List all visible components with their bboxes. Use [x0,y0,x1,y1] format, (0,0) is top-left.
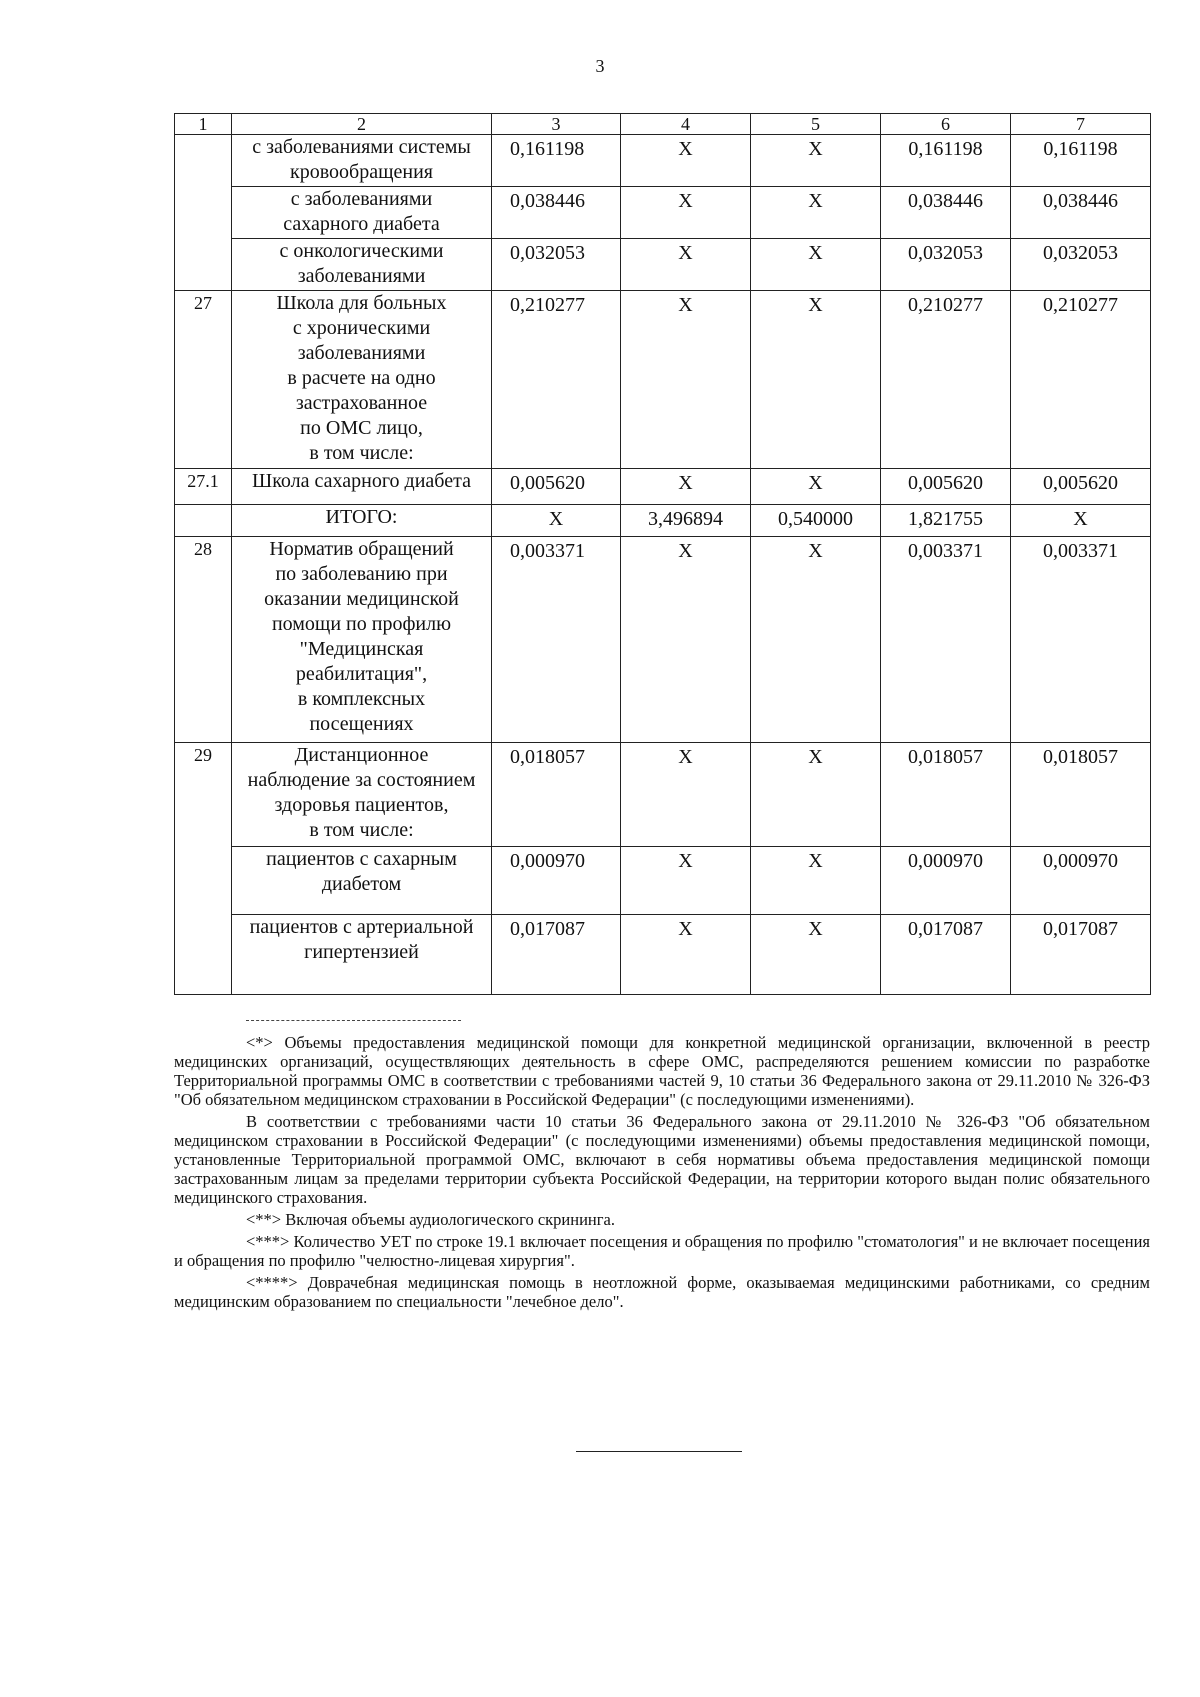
header-cell: 1 [175,114,232,135]
row-number-cell [175,505,232,537]
footnote-4: <****> Доврачебная медицинская помощь в неотложной форме, оказываемая медицинскими работниками, со средним медицинским образованием по специальности "лечебное дело". [174,1273,1150,1311]
table-row [175,291,1151,469]
value-cell: X [751,537,881,743]
value-cell: 0,038446 [1011,187,1151,239]
table-row [175,469,1151,505]
table-row [175,915,1151,995]
value-cell: 0,005620 [881,469,1011,505]
row-number-cell: 28 [175,537,232,743]
value-cell: 0,000970 [881,847,1011,915]
row-number-cell: 27.1 [175,469,232,505]
description-cell: Школа сахарного диабета [232,469,492,505]
footnote-1-continuation: В соответствии с требованиями части 10 статьи 36 Федерального закона от 29.11.2010 № 326-ФЗ "Об обязательном медицинском страховании в Российской Федерации" (с последующими изменениями) объемы предоставления медицинской помощи, установленные Территориальной программой ОМС, включают в себя нормативы объема предоставления медицинской помощи застрахованным лицам за пределами территории субъекта Российской Федерации, на территории которого выдан полис обязательного медицинского страхования. [174,1112,1150,1207]
table-row [175,187,1151,239]
footnote-separator [246,1020,461,1021]
footnote-2: <**> Включая объемы аудиологического скрининга. [246,1210,615,1229]
value-cell: X [1011,505,1151,537]
table-row [175,847,1151,915]
description-cell: Норматив обращений по заболеванию при оказании медицинской помощи по профилю "Медицинская реабилитация", в комплексных посещениях [232,537,492,743]
header-cell: 2 [232,114,492,135]
total-row [175,505,1151,537]
description-cell: Школа для больных с хроническими заболеваниями в расчете на одно застрахованное по ОМС лицо, в том числе: [232,291,492,469]
value-cell: X [621,187,751,239]
footnote-1: <*> Объемы предоставления медицинской помощи для конкретной медицинской организации, включенной в реестр медицинских организаций, осуществляющих деятельность в сфере ОМС, распределяются решением комиссии по разработке Территориальной программы ОМС в соответствии с требованиями частей 9, 10 статьи 36 Федерального закона от 29.11.2010 № 326-ФЗ "Об обязательном медицинском страховании в Российской Федерации" (с последующими изменениями). [174,1033,1150,1109]
value-cell: 0,038446 [881,187,1011,239]
value-cell: 0,018057 [881,743,1011,847]
value-cell: 0,003371 [492,537,621,743]
description-cell: пациентов с артериальной гипертензией [232,915,492,995]
value-cell: 0,032053 [881,239,1011,291]
value-cell: 0,032053 [1011,239,1151,291]
value-cell: 0,161198 [881,135,1011,187]
value-cell: X [621,239,751,291]
value-cell: 0,017087 [881,915,1011,995]
value-cell: X [621,847,751,915]
value-cell: X [621,469,751,505]
value-cell: 0,017087 [1011,915,1151,995]
value-cell: 0,210277 [881,291,1011,469]
description-cell: ИТОГО: [232,505,492,537]
value-cell: 0,018057 [1011,743,1151,847]
description-cell: пациентов с сахарным диабетом [232,847,492,915]
value-cell: 0,000970 [492,847,621,915]
value-cell: 0,005620 [1011,469,1151,505]
value-cell: 0,032053 [492,239,621,291]
description-cell: с заболеваниями системы кровообращения [232,135,492,187]
value-cell: X [751,743,881,847]
value-cell: 0,161198 [492,135,621,187]
data-table [174,113,1151,995]
header-cell: 4 [621,114,751,135]
value-cell: X [751,135,881,187]
value-cell: 0,017087 [492,915,621,995]
value-cell: X [621,291,751,469]
value-cell: X [492,505,621,537]
value-cell: X [751,469,881,505]
description-cell: с онкологическими заболеваниями [232,239,492,291]
row-number-cell: 29 [175,743,232,995]
value-cell: 0,540000 [751,505,881,537]
value-cell: X [751,239,881,291]
value-cell: 0,003371 [881,537,1011,743]
value-cell: X [621,915,751,995]
value-cell: X [751,291,881,469]
value-cell: X [751,847,881,915]
table-header-row [175,114,1151,135]
header-cell: 6 [881,114,1011,135]
value-cell: 0,161198 [1011,135,1151,187]
value-cell: 0,005620 [492,469,621,505]
value-cell: X [621,743,751,847]
value-cell: 0,000970 [1011,847,1151,915]
table-row [175,135,1151,187]
page-number: 3 [595,56,605,76]
value-cell: X [751,187,881,239]
value-cell: 0,003371 [1011,537,1151,743]
footnote-3: <***> Количество УЕТ по строке 19.1 включает посещения и обращения по профилю "стоматология" и не включает посещения и обращения по профилю "челюстно-лицевая хирургия". [174,1232,1150,1270]
value-cell: 0,210277 [492,291,621,469]
value-cell: 0,210277 [1011,291,1151,469]
header-cell: 3 [492,114,621,135]
end-of-document-line [576,1451,742,1452]
row-number-cell: 27 [175,291,232,469]
value-cell: 0,018057 [492,743,621,847]
table-row [175,239,1151,291]
table-row [175,743,1151,847]
value-cell: X [621,537,751,743]
header-cell: 7 [1011,114,1151,135]
table-row [175,537,1151,743]
value-cell: 0,038446 [492,187,621,239]
footnotes [174,1020,1150,1314]
description-cell: с заболеваниями сахарного диабета [232,187,492,239]
value-cell: X [621,135,751,187]
value-cell: 3,496894 [621,505,751,537]
row-number-cell [175,135,232,291]
value-cell: X [751,915,881,995]
header-cell: 5 [751,114,881,135]
value-cell: 1,821755 [881,505,1011,537]
description-cell: Дистанционное наблюдение за состоянием здоровья пациентов, в том числе: [232,743,492,847]
